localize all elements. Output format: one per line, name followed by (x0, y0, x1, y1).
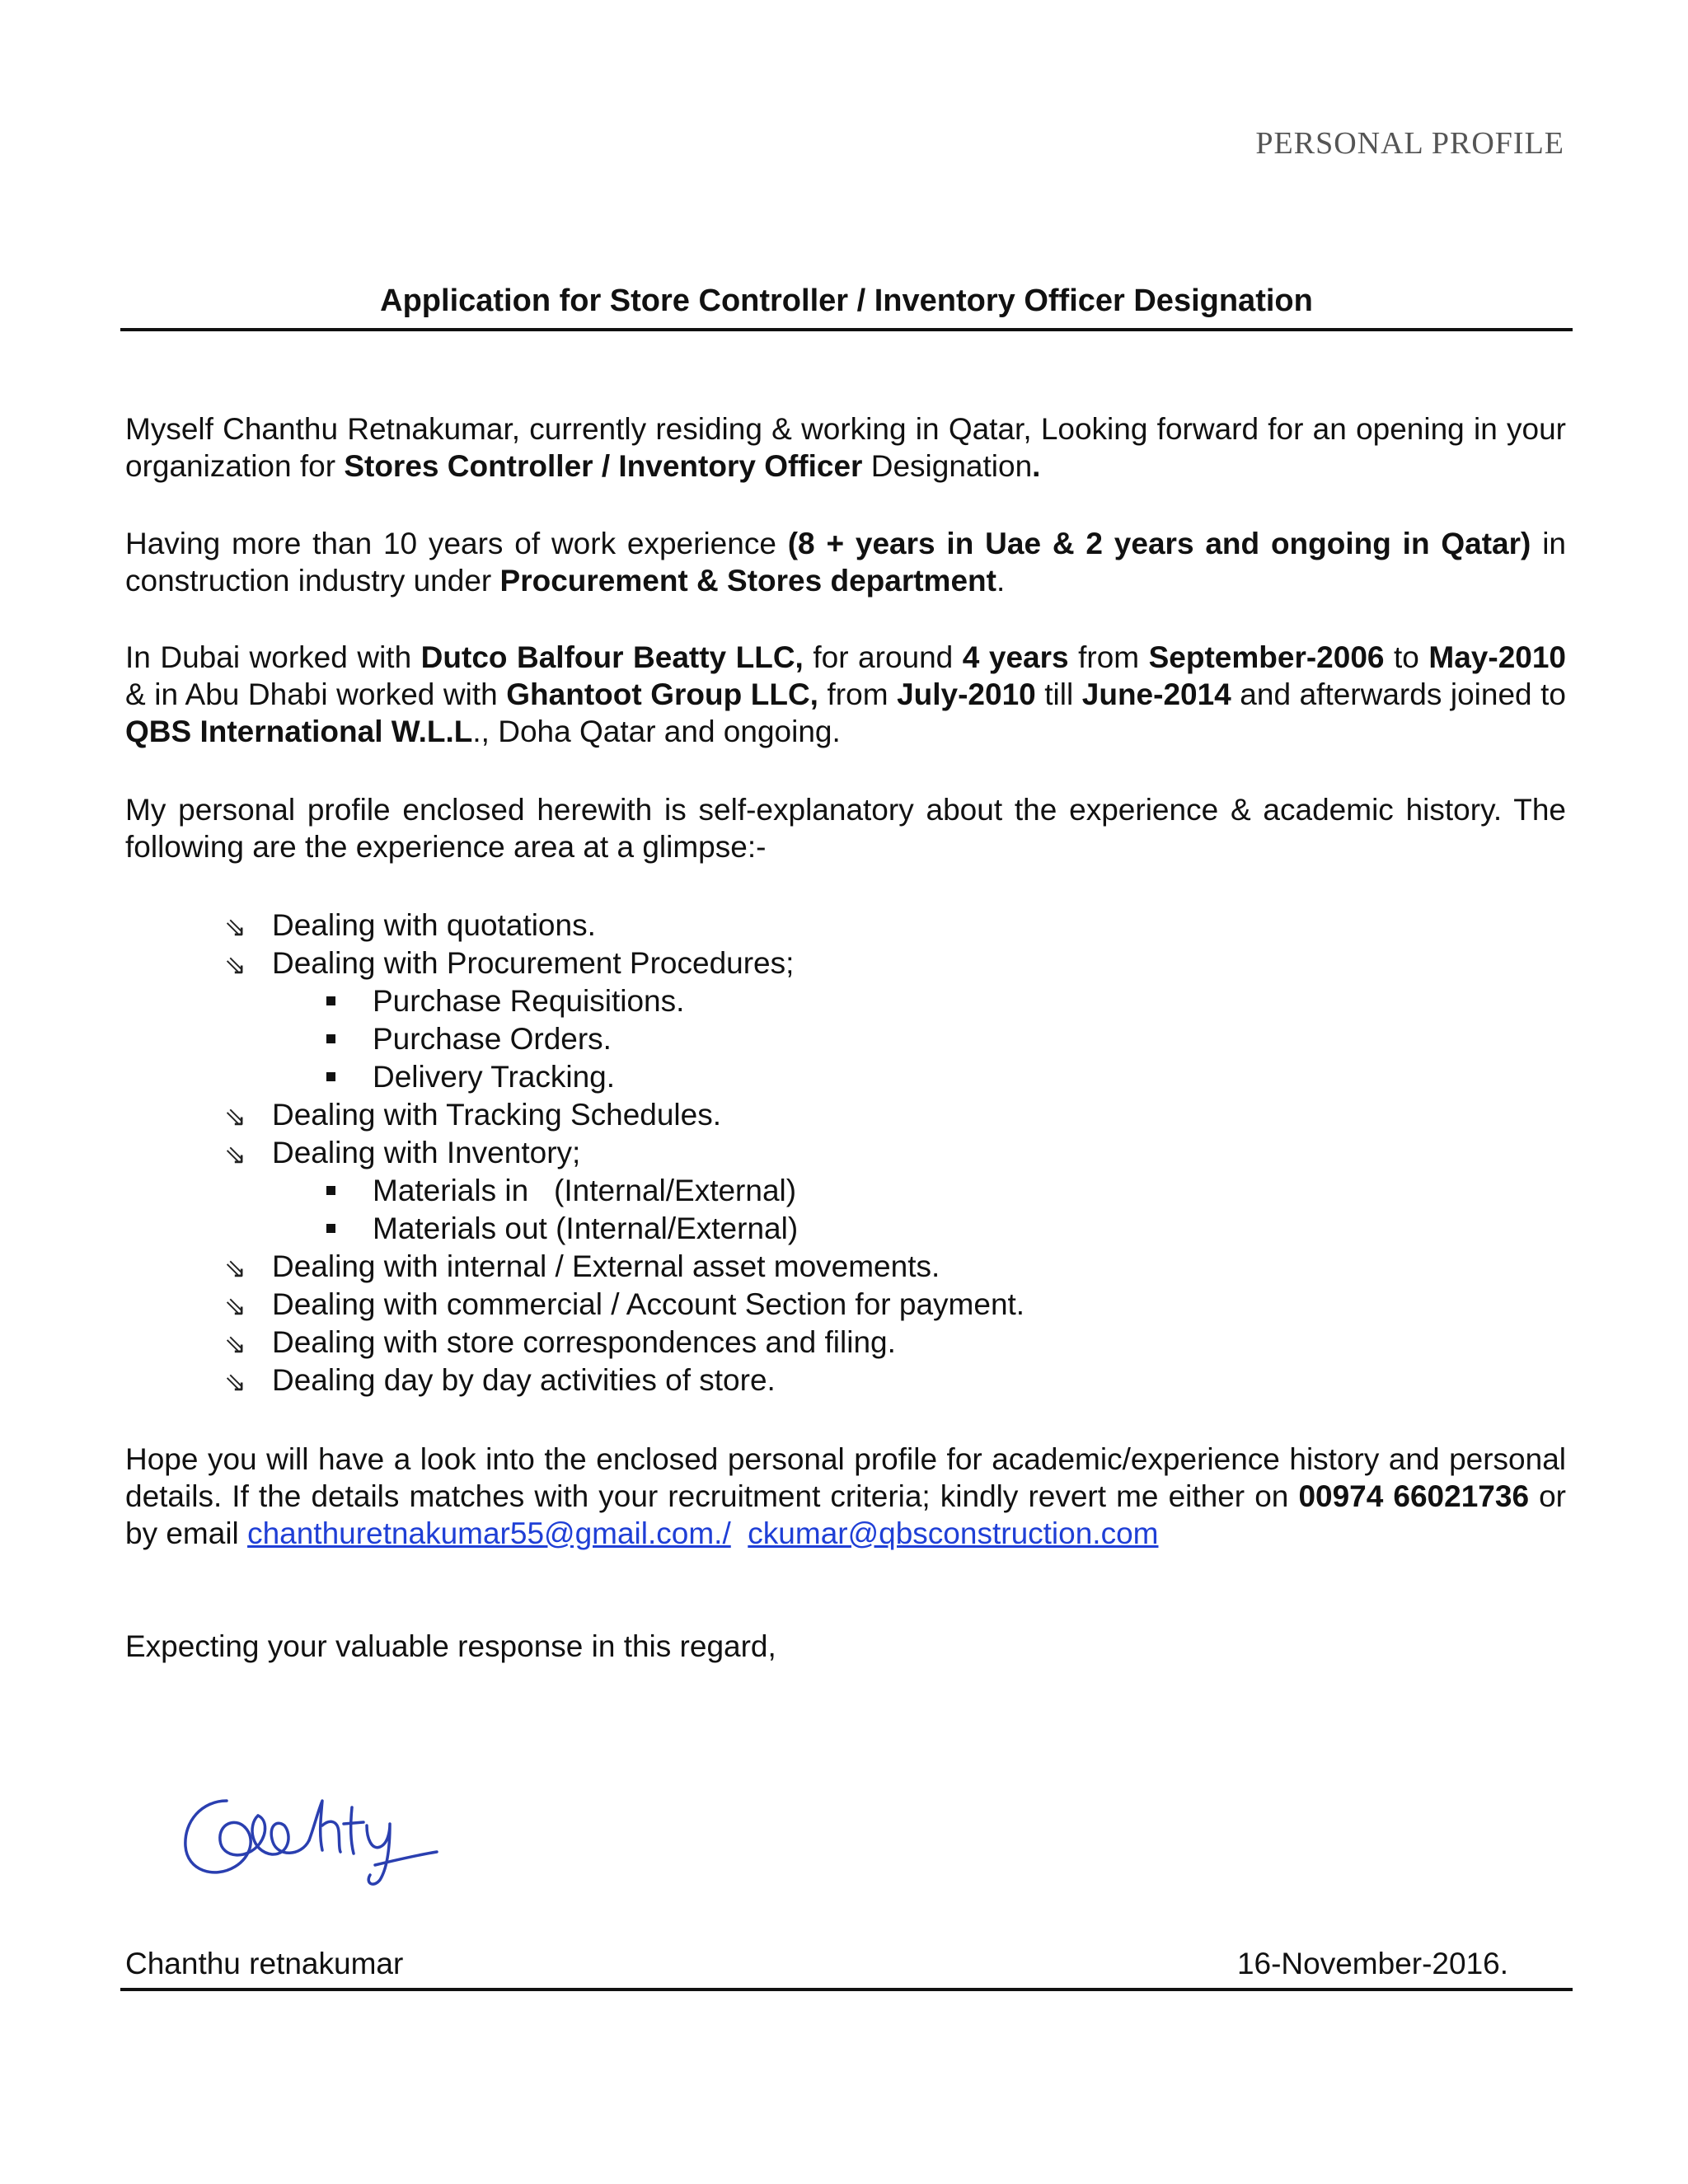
list-item (224, 1286, 1025, 1324)
employer-1: Dutco Balfour Beatty LLC, (420, 640, 804, 674)
document-header-label: PERSONAL PROFILE (1255, 126, 1564, 161)
experience-text-mid: in construction industry under (125, 527, 1566, 598)
experience-text: Having more than 10 years of work experience (125, 527, 788, 560)
sub-list-item (373, 1172, 796, 1210)
list-item-text: Materials out (Internal/External) (373, 1212, 799, 1245)
sub-list-item (373, 1058, 615, 1096)
list-item-text: Dealing with Tracking Schedules. (272, 1098, 722, 1132)
history-text: In Dubai worked with (125, 640, 421, 674)
square-bullet-icon (326, 1072, 335, 1081)
arrow-bullet-icon: ⇘ (224, 912, 246, 942)
profile-paragraph: My personal profile enclosed herewith is self-explanatory about the experience & academic history. The following are the experience area at a glimpse:- (125, 793, 1566, 864)
phone-number: 00974 66021736 (1298, 1479, 1530, 1513)
sub-list-item (373, 1210, 798, 1248)
list-item-text: Dealing with commercial / Account Section for payment. (272, 1287, 1025, 1321)
history-text: for around (803, 640, 963, 674)
list-item-text: Dealing day by day activities of store. (272, 1363, 776, 1397)
history-text: till (1035, 677, 1082, 711)
history-text: from (818, 677, 898, 711)
list-item-text: Dealing with Inventory; (272, 1136, 581, 1169)
contact-text: Hope you will have a look into the enclosed personal profile for academic/experience history and personal details. If the details matches with your recruitment criteria; kindly revert me either on (125, 1442, 1566, 1513)
arrow-bullet-icon: ⇘ (224, 1140, 246, 1169)
arrow-bullet-icon: ⇘ (224, 1329, 246, 1359)
arrow-bullet-icon: ⇘ (224, 1367, 246, 1397)
square-bullet-icon (326, 1224, 335, 1233)
employment-history-paragraph (125, 639, 1566, 750)
list-item-text: Dealing with internal / External asset movements. (272, 1249, 940, 1283)
employer-2-start: July-2010 (897, 677, 1036, 711)
history-text: from (1068, 640, 1149, 674)
square-bullet-icon (326, 1186, 335, 1195)
arrow-bullet-icon: ⇘ (224, 1291, 246, 1321)
experience-paragraph (125, 525, 1566, 599)
list-item-text: Materials in (Internal/External) (373, 1174, 797, 1207)
list-item (224, 1096, 722, 1134)
intro-text-end: Designation (862, 449, 1033, 483)
employer-1-duration: 4 years (962, 640, 1069, 674)
list-item (224, 944, 795, 982)
list-item (224, 1324, 896, 1361)
experience-period: . (996, 564, 1006, 598)
arrow-bullet-icon: ⇘ (224, 1254, 246, 1283)
email-link-personal[interactable]: chanthuretnakumar55@gmail.com./ (247, 1516, 731, 1550)
employer-3: QBS International W.L.L (125, 715, 473, 748)
list-item (224, 907, 596, 944)
experience-department: Procurement & Stores department (499, 564, 996, 598)
signature-divider (120, 1988, 1573, 1991)
square-bullet-icon (326, 1034, 335, 1043)
history-text: and afterwards joined to (1231, 677, 1567, 711)
employer-1-end: May-2010 (1428, 640, 1566, 674)
sub-list-item (373, 1020, 612, 1058)
list-item-text: Dealing with quotations. (272, 908, 596, 942)
letter-title: Application for Store Controller / Inventory Officer Designation (380, 284, 1313, 318)
employer-2: Ghantoot Group LLC, (506, 677, 818, 711)
title-divider (120, 328, 1573, 331)
handwritten-signature (169, 1776, 449, 1891)
list-item-text: Delivery Tracking. (373, 1060, 616, 1094)
arrow-bullet-icon: ⇘ (224, 1102, 246, 1132)
experience-years: (8 + years in Uae & 2 years and ongoing in Qatar) (787, 527, 1531, 560)
list-item (224, 1248, 940, 1286)
list-item-text: Purchase Requisitions. (373, 984, 685, 1018)
square-bullet-icon (326, 996, 335, 1005)
history-text: & in Abu Dhabi worked with (125, 677, 507, 711)
list-item-text: Dealing with Procurement Procedures; (272, 946, 795, 980)
signatory-name: Chanthu retnakumar (125, 1947, 404, 1980)
list-item-text: Dealing with store correspondences and filing. (272, 1325, 896, 1359)
sub-list-item (373, 982, 684, 1020)
contact-text-mid: or by email (125, 1479, 1567, 1550)
email-link-work[interactable]: ckumar@qbsconstruction.com (748, 1516, 1159, 1550)
employer-2-end: June-2014 (1081, 677, 1231, 711)
closing-paragraph: Expecting your valuable response in this regard, (125, 1629, 776, 1663)
list-item (224, 1361, 776, 1399)
intro-text: Myself Chanthu Retnakumar, currently residing & working in Qatar, Looking forward for an opening in your organization for (125, 412, 1566, 483)
contact-paragraph (125, 1441, 1566, 1552)
arrow-bullet-icon: ⇘ (224, 950, 246, 980)
list-item-text: Purchase Orders. (373, 1022, 612, 1056)
intro-paragraph (125, 410, 1566, 485)
history-text: to (1384, 640, 1429, 674)
intro-period: . (1032, 449, 1041, 483)
employer-1-start: September-2006 (1148, 640, 1385, 674)
list-item (224, 1134, 581, 1172)
history-text-end: ., Doha Qatar and ongoing. (472, 715, 841, 748)
letter-date: 16-November-2016. (1236, 1947, 1508, 1980)
intro-position: Stores Controller / Inventory Officer (344, 449, 863, 483)
